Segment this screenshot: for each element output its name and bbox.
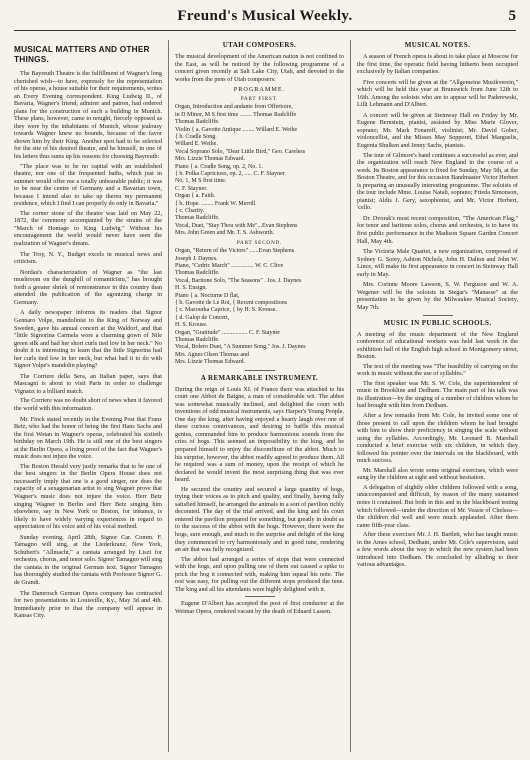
- article-paragraph: The first speaker was Mr. S. W. Cole, the superintendent of music in Brookline and Dedham. The main part of his talk was its illustration—by the singing of a number of children whom he had brought with him from Dedham.: [357, 379, 518, 410]
- article-paragraph: "The place was to be no capital with an established theatre, nor one of the frequented baths, which just in summer would offer me a totally unbearable public; it was to be near the centre of Germany and a Bavarian town, because I intend also to take up thereu my permanent residence, which I find I can properly do only in Bavaria.": [14, 162, 162, 208]
- programme-part-second: PART SECOND.: [236, 239, 283, 246]
- article-paragraph: Dr. Dvorak's most recent composition, "The American Flag," for tenor and baritone solos, chorus and orchestra, is to have its first public performance in the Madison Square Garden Concert Hall, May 4th.: [357, 214, 518, 245]
- programme-item: No. 1, M S first time.: [175, 178, 227, 185]
- header-rule: [14, 30, 516, 31]
- section-heading-music-in-public-schools: MUSIC IN PUBLIC SCHOOLS.: [383, 318, 492, 327]
- article-paragraph: The abbot had arranged a series of stops that were connected with the hogs, and upon pulling one of them out caused a spike to prick the hog it connected with, making him squeal his note. The rest was easy, for pulling out the different stops produced the tune. The king and all his attendants were highly delighted with it.: [175, 555, 344, 593]
- programme-item: Mrs. Lizzie Thomas Edward.: [175, 359, 246, 366]
- article-paragraph: Mrs. Corinne Moore Lawson, S. W. Ferguson and W. A. Wegener will be the soloists in Stegar's "Manasse" at the presentation to be given by the Milwaukee Musical Society, May 7th.: [357, 281, 518, 311]
- article-paragraph: Sunday evening, April 28th, Signor Car. Comm. F. Tamagno will sing, at the Liederkranz, New York, Schubert's "Allmacht," a cantata arranged by Liszt for orchestra, chorus, and tenor solo. Signor Tamagno will sing the cantata in the original German text. Signor Tamagno has thoroughly studied the cantata with Professor Signor G. de Grandi.: [14, 533, 162, 586]
- programme-item: Mrs. Agnes Olsen Thomas and: [175, 351, 250, 358]
- programme-item: Piano { a. Nocturne D flat,: [175, 292, 240, 299]
- programme-item: Mrs. Lizzie Thomas Edward.: [175, 156, 246, 163]
- programme-list-part-second: [175, 248, 344, 367]
- article-paragraph: The Corriere was no doubt short of news when it favored the world with this information.: [14, 397, 162, 412]
- programme-item: Joseph J. Daynes.: [175, 255, 218, 262]
- article-paragraph: The Boston Herald very justly remarks that to be one of the best singers in the Berlin Opera House does not necessarily imply that one is a good singer, nor does the capacity of a sexagenarian artist to sing Wagner prove that Wagner's music does not injure the voice. Herr Betz singing Wagner in Berlin and Herr Betz singing him elsewhere, say in New York or Boston, for instance, is likely to have widely varying experiences in regard to appreciation of his voice and of his vocal method.: [14, 462, 162, 531]
- programme-list-part-first: [175, 104, 344, 237]
- article-paragraph: A season of French opera is about to take place at Moscow for the first time, the operatic field having hitherto been occupied exclusively by Italian companies.: [357, 53, 518, 76]
- programme-item: Piano { a. Cradle Song, op. 2, No. 1.: [175, 163, 263, 170]
- programme-item: Organ, Introduction and andante from Offertoire,: [175, 104, 293, 111]
- article-paragraph: The Troy, N. Y., Budget excels in musical news and criticism.: [14, 250, 162, 266]
- programme-item: Vocal, Baritone Solo, "The Seasons" . Jos. J. Daynes: [175, 277, 302, 284]
- article-paragraph: The tour of Gilmore's band continues a successful as ever, and the organization will reach New England in the course of a week. Its Boston appearance is fixed for Sunday, May 5th, at the Boston Theatre, and for this occasion Bandmaster Victor Herbert is preparing an unusually interesting programme. The soloists of the tour include Mme. Louise Natali, soprano; Frieda Simonson, pianist; Aldis J. Gery, saxophonist, and Mr. Victor Herbert, 'cello.: [357, 151, 518, 212]
- article-paragraph: A meeting of the music department of the New England conference of educational workers was held last week in the exhibition hall of the English high school in Montgomery street, Boston.: [357, 330, 518, 361]
- article-paragraph: Eugene D'Albert has accepted the post of first conductor at the Weimar Opera, rendered vacant by the death of Eduard Lassen.: [175, 600, 344, 615]
- programme-item: { d. Galop de Concert,: [175, 314, 230, 321]
- article-paragraph: The Victoria Male Quartet, a new organization, composed of Sydney G. Sorey, Ashton Nichols, John H. Dalton and John W. Lince, will make its first appearance in concert in Steinway Hall early in May.: [357, 248, 518, 278]
- programme-item: Violin { a. Gavotte Antique ........ Willard E. Weihe: [175, 126, 298, 133]
- article-paragraph: A concert will be given at Steinway Hall on Friday by Mr. Eugene Bernstein, pianist, assisted by Miss Marie Glover, soprano; Mr. Mark Fonaroff, violinist; Mr. David Gober, violoncellist, and the Misses May Sopporet, Ethel Marguelis, Eugenia Shulken and Jenny Sachs, pianists.: [357, 111, 518, 150]
- section-heading-musical-matters: MUSICAL MATTERS AND OTHER THINGS.: [14, 44, 150, 64]
- programme-item: Organ { a. Faith.: [175, 193, 216, 200]
- page-title: Freund's Musical Weekly.: [177, 8, 353, 24]
- section-heading-musical-notes: MUSICAL NOTES.: [404, 41, 471, 49]
- programme-item: Thomas Radcliffe.: [175, 215, 220, 222]
- column-middle: [175, 40, 344, 754]
- programme-item: Vocal, Duet, "Stay Thou with Me"...Evan Stephens: [175, 222, 298, 229]
- article-paragraph: After these exercises Mr. J. H. Bartlett, who has taught music in the Ames school, Dedham, under Mr. Cole's supervision, said a few words about the way in which the new system had been introduced into Dedham. He concluded by alluding to their various advantages.: [357, 531, 518, 569]
- article-paragraph: The text of the meeting was "The feasibility of carrying on the work in music without the use of syllables.": [357, 362, 518, 378]
- column-left: [14, 40, 162, 754]
- article-paragraph: Five concerts will be given at the "Allgemeine Musikverein," which will be held this year at Brunswick from June 12th to 16th. Among the soloists who are to appear will be Paderewski, Lilli Lehmann and D'Albert.: [357, 78, 518, 109]
- programme-item: H. S. Ensign.: [175, 285, 207, 292]
- programme-item: { c. Charity.: [175, 207, 205, 214]
- programme-item: Willard E. Weihe.: [175, 141, 218, 148]
- programme-item: { b. Gavotte de Le Roi, { Recent compositions: [175, 299, 288, 306]
- article-paragraph: A daily newspaper informs its readers that Signor Gennaro Volpe, mandolinist to the King of Norway and Sweden, gave his annual concert at the Waldorf, and that "little Signorina Carmela wore a charming gown of Nile green silk and had her short curls tied low in her neck." No doubt it is interesting to learn that the little Signorina had her curls tied low in her neck, but what had it to do with Signor Volpe's mandolin playing?: [14, 309, 162, 370]
- programme-item: Thomas Radcliffe.: [175, 270, 220, 277]
- section-heading-utah-composers: UTAH COMPOSERS.: [222, 41, 297, 49]
- article-paragraph: He secured the country and secured a large quantity of hogs, trying their voices as to pitch and quality, and finally, having fully satisfied himself, he arranged the animals in a sort of pavilion richly decorated. The day of the trial arrived, and the king and his court entered the pavilion prepared for something, but greatly in doubt as to the success of the abbot with the hogs. However, there were the hogs, sure enough, and much to the surprise and delight of the king they commenced to cry harmoniously and in good tune, rendering an air that was fully recognized.: [175, 485, 344, 554]
- programme-item: H. S. Krouse.: [175, 322, 208, 329]
- article-paragraph: A delegation of slightly older children followed with a song, unaccompanied and difficult, by reason of the many sustained notes it contained. But both in this and in the blackboard testing which followed—under the direction of Mr. Veasie of Chelsea—the children did well and were much applauded. After them came fifth-year class.: [357, 483, 518, 529]
- programme-item: Piano, "Cedric March" ............... W. C. Clive: [175, 262, 284, 269]
- programme-item: Thomas Radcliffe.: [175, 337, 220, 344]
- article-paragraph: Nordau's characterization of Wagner as "the last mushroom on the dunghill of romanticism," has brought forth a greater shriek of remonstrance in this country than attended the publication of the agonizing charge in Germany.: [14, 268, 162, 306]
- programme-item: Mrs. John Green and Mr. T. S. Ashworth.: [175, 230, 275, 237]
- column-divider: [168, 40, 169, 752]
- programme-item: Thomas Radcliffe.: [175, 119, 220, 126]
- article-paragraph: During the reign of Louis XI. of France there was attached to his court one Abbot de Baigne, a man of considerable wit. The abbot was somewhat musically inclined, and delighted the court with inventions of odd musical instruments, says Harper's Young People. One day the king, after having enjoyed a hearty laugh over one of these curious contrivances, and desiring to baffle this musical genius, commanded him to produce harmonious sounds from the cries of hogs. This seemed an impossibility to the king, and he prepared himself to enjoy the discomfiture of the abbot. Much to his surprise, however, the abbot readily agreed to produce them. All he required was a sum of money, upon the receipt of which he declared he would invent the most surprising thing that was ever heard.: [175, 385, 344, 484]
- section-divider: [245, 596, 275, 597]
- programme-title: PROGRAMME.: [233, 86, 286, 94]
- programme-item: { b. Polka Capricioso, op. 2, ..... C. F. Stayner: [175, 170, 285, 177]
- article-paragraph: After a few remarks from Mr. Cole, he invited some one of those present to call upon the children whom he had brought with him to show their proficiency in singing the scale without using the syllables. Accordingly, Mr. Leonard B. Marshall conducted a brief exercise with six children, in which they followed his pointer over the intervals on the blackboard, with much success.: [357, 411, 518, 465]
- article-paragraph: Mr. Marshall also wrote some original exercises, which were sung by the children at sight and without hesitation.: [357, 466, 518, 482]
- programme-item: { c. Mazourka Caprice, { by H. S. Krouse.: [175, 307, 277, 314]
- programme-item: Vocal Soprano Solo, "Dear Little Bird," Geo. Careless: [175, 148, 306, 155]
- section-heading-remarkable-instrument: A REMARKABLE INSTRUMENT.: [200, 373, 319, 382]
- column-divider: [350, 40, 351, 752]
- article-paragraph: The Damrosch German Opera company has contracted for two presentations in Louisville, Ky., May 3d and 4th. Immediately prior to that the company will appear in Kansas City.: [14, 589, 162, 620]
- masthead: [0, 0, 530, 30]
- article-paragraph: The Bayreuth Theatre is the fulfillment of Wagner's long cherished wish—to have, expressly for the representation of his operas, a house suitable for their requirements, writes an Every Evening correspondent. King Ludwig II., of Bavaria, Wagner's friend, admirer and patron, had ordered plans for the construction of such a building in Munich. These plans, however, came to nought, fiercely opposed as they were by the inhabitants of Munich, whose jealousy towards Wagner knew no bounds, because of the favor shown him by their King. Another spot had to be selected for the site of his desired theatre, and he himself, in one of his letters thus sums up his reasons for choosing Bayreuth:: [14, 70, 162, 161]
- page-number: 5: [508, 8, 516, 24]
- programme-part-first: PART FIRST.: [240, 95, 279, 102]
- programme-item: { b. Cradle Song.: [175, 133, 217, 140]
- article-paragraph: The musical development of the American nation is not confined to the East, as will be noticed by the following programme of a concert given recently at Salt Lake City, Utah, and devoted to the works from the pens of Utah composers:: [175, 53, 344, 83]
- section-divider: [423, 315, 453, 316]
- article-paragraph: The Corriere della Sera, an Italian paper, says that Mascagni is about to visit Paris in order to challenge Vignaux to a billiard match.: [14, 372, 162, 395]
- article-paragraph: Mr. Finck stated recently in the Evening Post that Franz Betz, who had the honor of being the first Hans Sachs and the first Wotan in Wagner's operas, celebrated his sixtieth birthday on March 19th. He is still one of the best singers at the Berlin Opera, a living proof of the fact that Wagner's music does not injure the voice.: [14, 415, 162, 461]
- programme-item: C. F. Stayner.: [175, 185, 208, 192]
- programme-item: Organ, "Gratitude" ................. C. F. Stayner: [175, 329, 281, 336]
- column-right: [357, 40, 518, 754]
- programme-item: in D Minor, M S first time ........ Thomas Radcliffe: [175, 111, 297, 118]
- article-paragraph: The corner stone of the theatre was laid on May 22, 1872, the ceremony accompanied by the strains of the "March of Homage to King Ludwig." Without his encouragement the world would never have seen the realization of Wagner's dream.: [14, 209, 162, 248]
- programme-item: Organ, "Return of the Victors" ......Evan Stephens: [175, 248, 295, 255]
- programme-item: { b. Hope. ........ Frank W. Merrill: [175, 200, 256, 207]
- section-divider: [245, 370, 275, 371]
- programme-item: Vocal, Bolero Duet, "A Summer Song," Jos. J. Daynes: [175, 344, 306, 351]
